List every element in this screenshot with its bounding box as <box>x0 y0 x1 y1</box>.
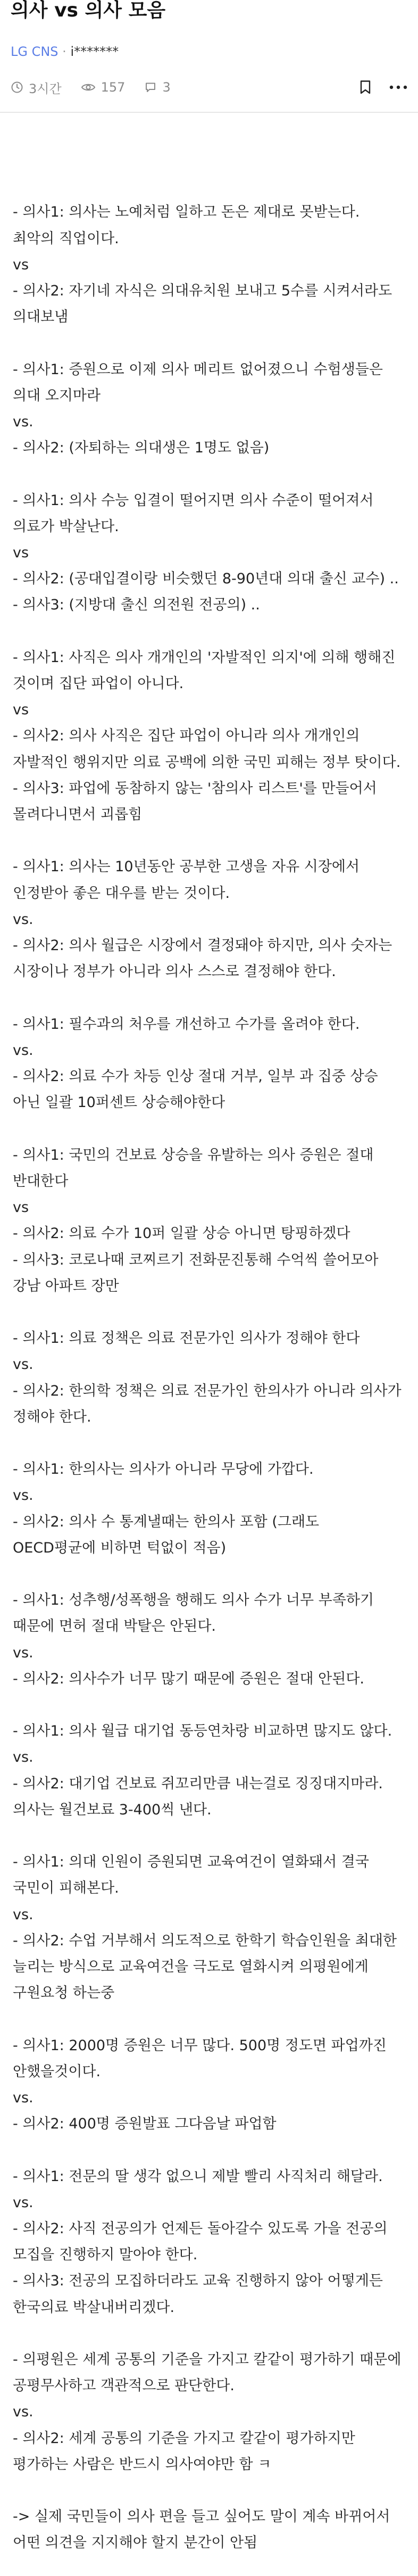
comment-count: 3 <box>162 80 171 95</box>
post-title: 의사 vs 의사 모음 <box>11 0 166 21</box>
author-line[interactable] <box>11 43 407 61</box>
post-meta <box>11 77 407 98</box>
time-meta <box>11 78 62 97</box>
eye-icon <box>81 81 96 94</box>
more-dots-icon <box>389 85 407 90</box>
view-count: 157 <box>101 80 126 95</box>
time-ago: 3시간 <box>29 81 62 96</box>
author-company[interactable]: LG CNS <box>11 44 58 59</box>
comment-icon <box>144 81 157 94</box>
bookmark-icon <box>360 80 371 95</box>
post-body <box>0 113 418 2576</box>
author-name[interactable]: i******* <box>70 44 119 59</box>
bookmark-button[interactable] <box>360 80 371 95</box>
clock-icon <box>11 81 23 94</box>
post-body-text: - 의사1: 의사는 노예처럼 일하고 돈은 제대로 못받는다. 최악의 직업이다. vs - 의사2: 자기네 자식은 의대유치원 보내고 5수를 시켜서라도 의대보냄 - 의사1: 증원으로 이제 의사 메리트 없어졌으니 수험생들은 의대 오지마라 vs. - 의사2: (자퇴하는 의대생은 1명도 없음) - 의사1: 의사 수능 입결이 떨어지면 의사 수준이 떨어져서 의료가 박살난다. vs - 의사2: (공대입결이랑 비슷했던 8-90년대 의대 출신 교수) .. - 의사3: (지방대 출신 의전원 전공의) .. - 의사1: 사직은 의사 개개인의 '자발적인 의지'에 의해 행해진 것이며 집단 파업이 아니다. vs - 의사2: 의사 사직은 집단 파업이 아니라 의사 개개인의 자발적인 행위지만 의료 공백에 의한 국민 피해는 정부 탓이다. - 의사3: 파업에 동참하지 않는 '참의사 리스트'를 만들어서 몰려다니면서 괴롭힘 - 의사1: 의사는 10년동안 공부한 고생을 자유 시장에서 인정받아 좋은 대우를 받는 것이다. vs. - 의사2: 의사 월급은 시장에서 결정돼야 하지만, 의사 숫자는 시장이나 정부가 아니라 의사 스스로 결정해야 한다. - 의사1: 필수과의 처우를 개선하고 수가를 올려야 한다. vs. - 의사2: 의료 수가 차등 인상 절대 거부, 일부 과 집중 상승 아닌 일괄 10퍼센트 상승해야한다 - 의사1: 국민의 건보료 상승을 유발하는 의사 증원은 절대 반대한다 vs - 의사2: 의료 수가 10퍼 일괄 상승 아니면 탕핑하겠다 - 의사3: 코로나때 코찌르기 전화문진통해 수억씩 쓸어모아 강남 아파트 장만 - 의사1: 의료 정책은 의료 전문가인 의사가 정해야 한다 vs. - 의사2: 한의학 정책은 의료 전문가인 한의사가 아니라 의사가 정해야 한다. - 의사1: 한의사는 의사가 아니라 무당에 가깝다. vs. - 의사2: 의사 수 통계낼때는 한의사 포함 (그래도 OECD평균에 비하면 턱없이 적음) - 의사1: 성추행/성폭행을 행해도 의사 수가 너무 부족하기 때문에 면허 절대 박탈은 안된다. vs. - 의사2: 의사수가 너무 많기 때문에 증원은 절대 안된다. - 의사1: 의사 월급 대기업 동등연차랑 비교하면 많지도 않다. vs. - 의사2: 대기업 건보료 쥐꼬리만큼 내는걸로 징징대지마라. 의사는 월건보료 3-400씩 낸다. - 의사1: 의대 인원이 증원되면 교육여건이 열화돼서 결국 국민이 피해본다. vs. - 의사2: 수업 거부해서 의도적으로 한학기 학습인원을 최대한 늘리는 방식으로 교육여건을 극도로 열화시켜 의평원에게 구원요청 하는중 - 의사1: 2000명 증원은 너무 많다. 500명 정도면 파업까진 안했을것이다. vs. - 의사2: 400명 증원발표 그다음날 파업함 - 의사1: 전문의 딸 생각 없으니 제발 빨리 사직처리 해달라. vs. - 의사2: 사직 전공의가 언제든 돌아갈수 있도록 가을 전공의 모집을 진행하지 말아야 한다. - 의사3: 전공의 모집하더라도 교육 진행하지 않아 어떻게든 한국의료 박살내버리겠다. - 의평원은 세계 공통의 기준을 가지고 칼같이 평가하기 때문에 공평무사하고 객관적으로 판단한다. vs. - 의사2: 세계 공통의 기준을 가지고 칼같이 평가하지만 평가하는 사람은 반드시 의사여야만 함 ㅋ -> 실제 국민들이 의사 편을 들고 싶어도 말이 계속 바뀌어서 어떤 의견을 지지해야 할지 분간이 안됨 <box>13 204 402 2552</box>
post-header <box>0 0 418 98</box>
comments-meta[interactable] <box>144 80 170 95</box>
author-separator: · <box>58 44 71 59</box>
views-meta <box>81 80 126 95</box>
more-button[interactable] <box>389 85 407 90</box>
